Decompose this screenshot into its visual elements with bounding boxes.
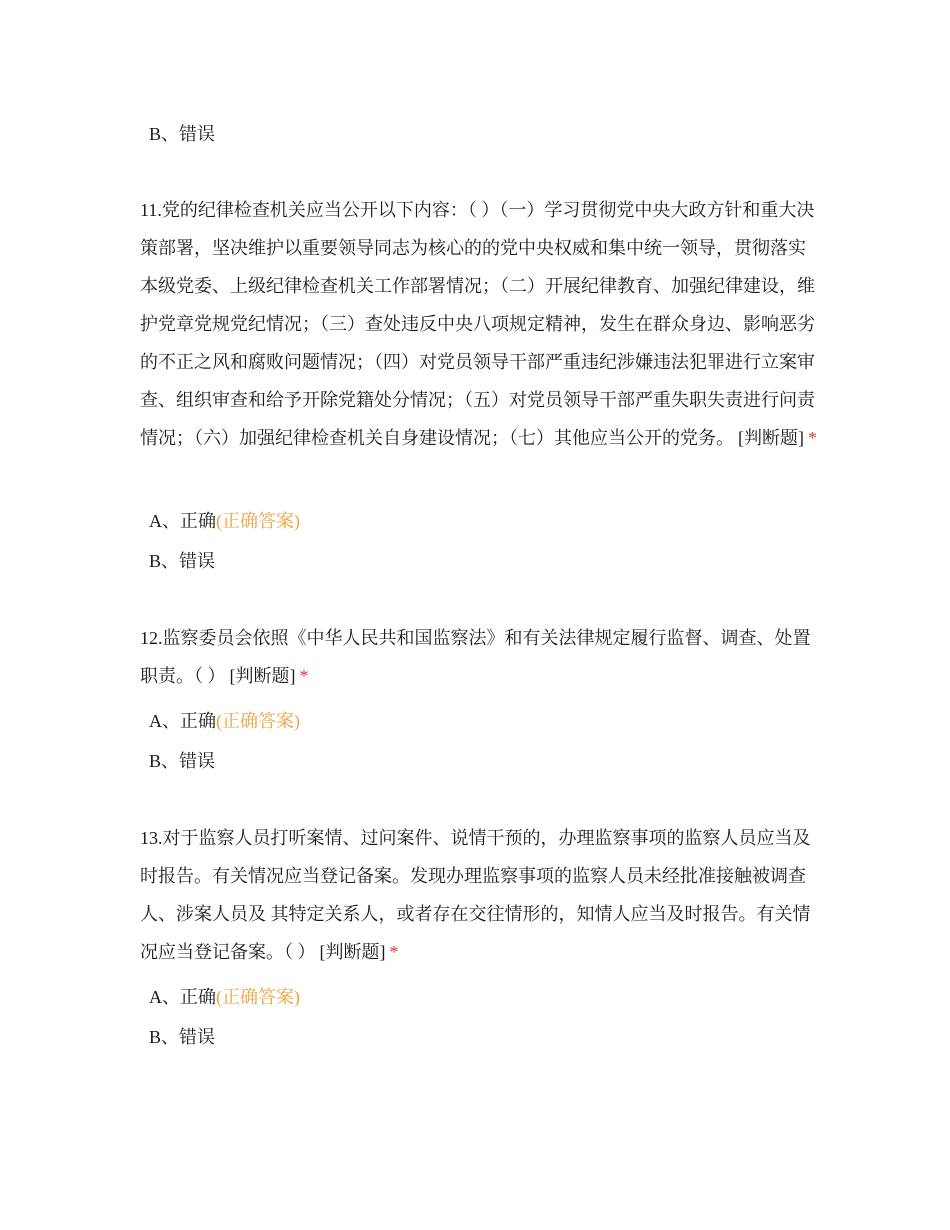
q11-number: 11. <box>140 200 162 220</box>
q12-option-a-label: A、正确 <box>149 711 216 731</box>
q11-option-b-label: B、错误 <box>149 551 216 571</box>
q13-required-mark: * <box>389 942 399 962</box>
q11-required-mark: * <box>808 428 817 448</box>
q11-text: 党的纪律检查机关应当公开以下内容：（ ）（一）学习贯彻党中央大政方针和重大决策部署，坚决维护以重要领导同志为核心的的党中央权威和集中统一领导，贯彻落实本级党委、上级纪律检查机关工作部署情况；（二）开展纪律教育、加强纪律建设，维护党章党规党纪情况；（三）查处违反中央八项规定精神，发生在群众身边、影响恶劣的不正之风和腐败问题情况；（四）对党员领导干部严重违纪涉嫌违法犯罪进行立案审查、组织审查和给予开除党籍处分情况；（五）对党员领导干部严重失职失责进行问责情况；（六）加强纪律检查机关自身建设情况；（七）其他应当公开的党务。 <box>140 200 815 448</box>
q12-option-a[interactable] <box>149 710 300 732</box>
q11-option-b[interactable] <box>149 550 215 572</box>
q13-question <box>140 819 820 971</box>
q10-option-b[interactable] <box>149 123 215 145</box>
q11-question <box>140 191 820 457</box>
q12-question <box>140 619 820 695</box>
q13-type: [判断题] <box>319 942 386 962</box>
q11-correct-answer-tag: (正确答案) <box>216 511 300 531</box>
q11-option-a[interactable] <box>149 510 300 532</box>
q12-option-b[interactable] <box>149 750 215 772</box>
q12-option-b-label: B、错误 <box>149 751 216 771</box>
q11-type: [判断题] <box>738 428 804 448</box>
q13-option-b-label: B、错误 <box>149 1027 216 1047</box>
q12-number: 12. <box>140 628 163 648</box>
q12-correct-answer-tag: (正确答案) <box>216 711 300 731</box>
q10-option-b-label: B、错误 <box>149 124 216 144</box>
q11-option-a-label: A、正确 <box>149 511 216 531</box>
q12-text: 监察委员会依照《中华人民共和国监察法》和有关法律规定履行监督、调查、处置职责。（ ） <box>140 628 811 686</box>
q12-required-mark: * <box>299 666 309 686</box>
q13-number: 13. <box>140 828 163 848</box>
q13-text: 对于监察人员打听案情、过问案件、说情干预的，办理监察事项的监察人员应当及时报告。有关情况应当登记备案。发现办理监察事项的监察人员未经批准接触被调查人、涉案人员及 其特定关系人，或者存在交往情形的，知情人应当及时报告。有关情况应当登记备案。（ ） <box>140 828 811 962</box>
q13-option-a[interactable] <box>149 986 300 1008</box>
q13-option-a-label: A、正确 <box>149 987 216 1007</box>
q13-option-b[interactable] <box>149 1026 215 1048</box>
q12-type: [判断题] <box>229 666 296 686</box>
q13-correct-answer-tag: (正确答案) <box>216 987 300 1007</box>
